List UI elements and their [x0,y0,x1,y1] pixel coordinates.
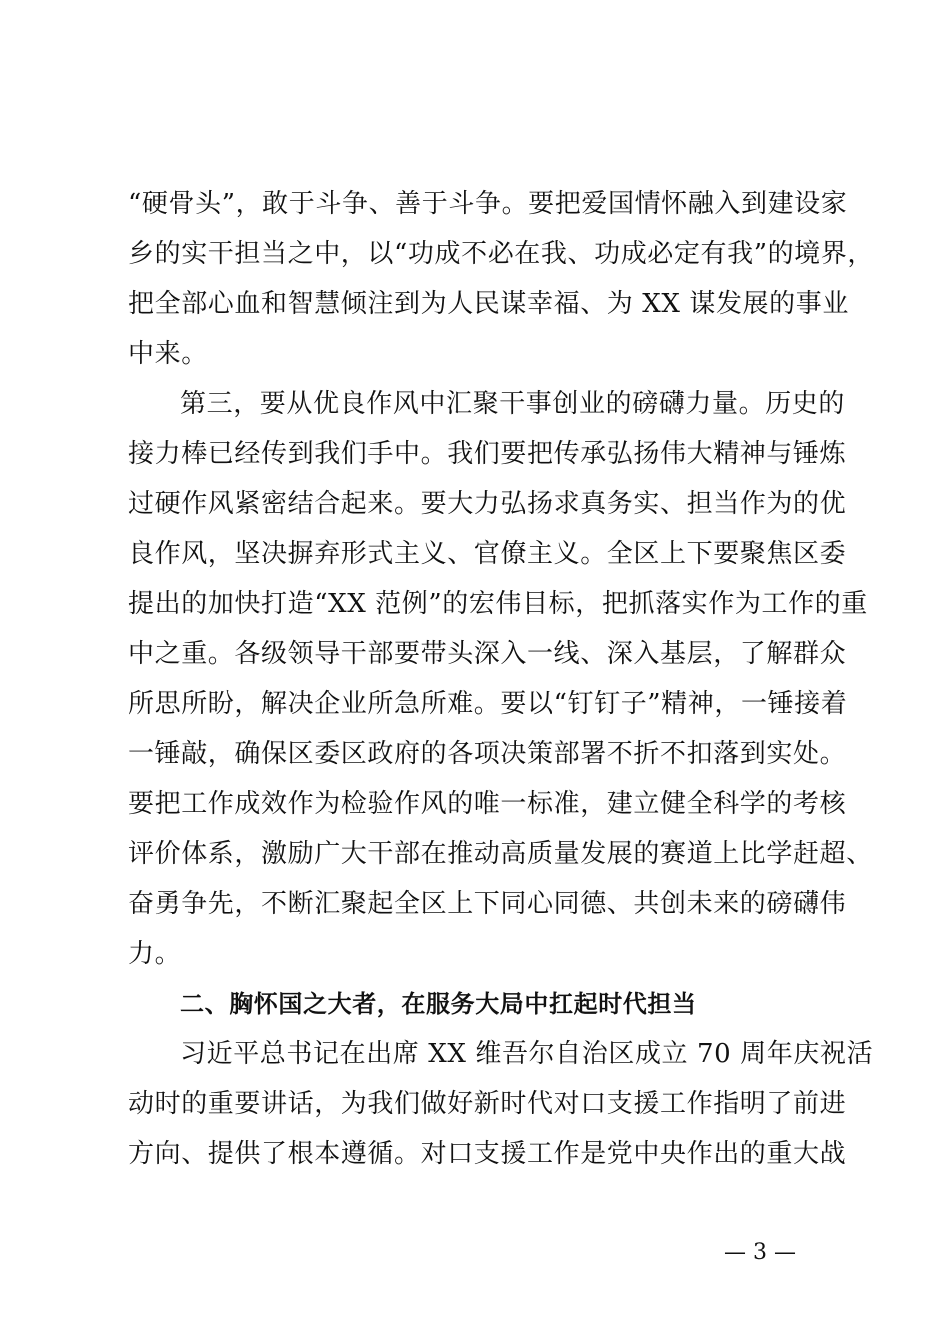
text-line: 乡的实干担当之中，以“功成不必在我、功成必定有我”的境界， [128,239,874,269]
text-line: 良作风，坚决摒弃形式主义、官僚主义。全区上下要聚焦区委 [128,539,847,569]
text-line: 一锤敲，确保区委区政府的各项决策部署不折不扣落到实处。 [128,739,847,769]
paragraph-end-line: 中来。 [128,339,208,369]
paragraph-first-line: 第三，要从优良作风中汇聚干事创业的磅礴力量。历史的 [180,389,846,419]
text-line: 把全部心血和智慧倾注到为人民谋幸福、为 XX 谋发展的事业 [128,289,849,319]
text-line: 评价体系，激励广大干部在推动高质量发展的赛道上比学赶超、 [128,839,873,869]
paragraph-first-line: 习近平总书记在出席 XX 维吾尔自治区成立 70 周年庆祝活 [180,1039,874,1069]
text-line: 动时的重要讲话，为我们做好新时代对口支援工作指明了前进 [128,1089,847,1119]
text-line: 方向、提供了根本遵循。对口支援工作是党中央作出的重大战 [128,1139,847,1169]
text-line: 要把工作成效作为检验作风的唯一标准，建立健全科学的考核 [128,789,847,819]
text-line: 接力棒已经传到我们手中。我们要把传承弘扬伟大精神与锤炼 [128,439,847,469]
text-line: 提出的加快打造“XX 范例”的宏伟目标，把抓落实作为工作的重 [128,589,868,619]
paragraph-end-line: 力。 [128,939,182,969]
text-line: 过硬作风紧密结合起来。要大力弘扬求真务实、担当作为的优 [128,489,847,519]
text-line: “硬骨头”，敢于斗争、善于斗争。要把爱国情怀融入到建设家 [128,189,848,219]
section-heading: 二、胸怀国之大者，在服务大局中扛起时代担当 [180,990,697,1018]
body-text [128,184,874,1184]
text-line: 所思所盼，解决企业所急所难。要以“钉钉子”精神，一锤接着 [128,689,848,719]
page-number: — 3 — [724,1240,796,1265]
text-line: 中之重。各级领导干部要带头深入一线、深入基层，了解群众 [128,639,847,669]
text-line: 奋勇争先，不断汇聚起全区上下同心同德、共创未来的磅礴伟 [128,889,847,919]
